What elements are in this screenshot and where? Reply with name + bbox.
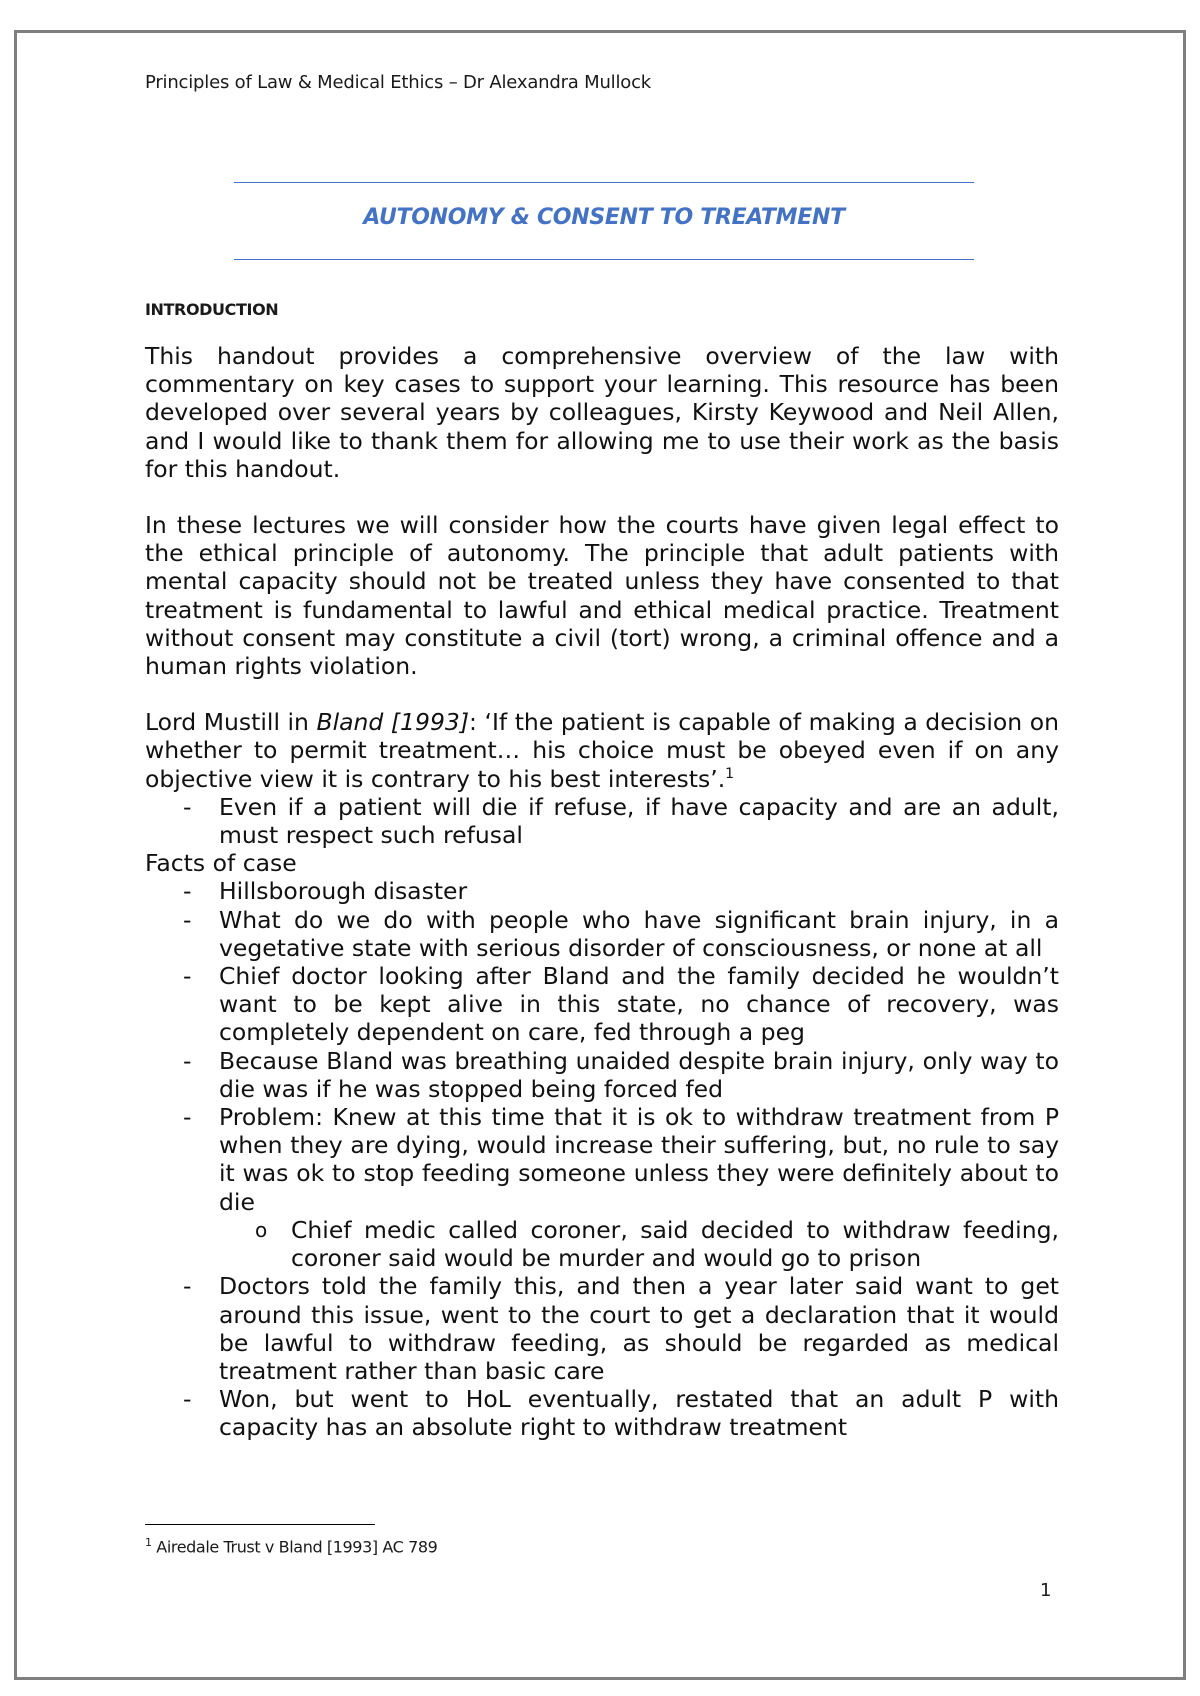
paragraph-bland-quote [145, 708, 1059, 793]
dash-bullet-icon: - [183, 877, 192, 906]
footnote-text: Airedale Trust v Bland [1993] AC 789 [151, 1537, 438, 1557]
footnote-reference: 1 [725, 765, 735, 782]
list-item: - Hillsborough disaster [183, 877, 468, 906]
list-item: - Even if a patient will die if refuse, if have capacity and are an adult, must respect such refusal [183, 792, 1059, 850]
dash-bullet-icon: - [183, 905, 192, 934]
dash-bullet-icon: - [183, 1046, 192, 1075]
list-item: - Doctors told the family this, and then a year later said want to get around this issue, went to the court to get a declaration that it would be lawful to withdraw feeding, as should be regarded as medical treatment rather than basic care [183, 1272, 1059, 1385]
title-rule-bottom [234, 259, 974, 260]
footnote-number: 1 [145, 1536, 152, 1549]
facts-label: Facts of case [145, 849, 297, 878]
footnote-separator [145, 1524, 375, 1525]
list-item: - Problem: Knew at this time that it is ok to withdraw treatment from P when they are dying, would increase their suffering, but, no rule to say it was ok to stop feeding someone unless they were definitely about to die [183, 1103, 1059, 1216]
dash-bullet-icon: - [183, 792, 192, 821]
footnote [145, 1536, 437, 1556]
quote-bullet-list [145, 793, 1059, 849]
document-title: AUTONOMY & CONSENT TO TREATMENT [363, 205, 845, 230]
list-item: - Because Bland was breathing unaided despite brain injury, only way to die was if he was stopped being forced fed [183, 1046, 1059, 1103]
facts-bullet-list [145, 877, 1059, 1441]
document-body [145, 342, 1059, 1442]
paragraph-intro: This handout provides a comprehensive overview of the law with commentary on key cases to support your learning. This resource has been developed over several years by colleagues, Kirsty Keywood and Neil Allen, and I would like to thank them for allowing me to use their work as the basis for this handout. [145, 342, 1059, 483]
running-header: Principles of Law & Medical Ethics – Dr Alexandra Mullock [145, 72, 652, 93]
list-item: - Won, but went to HoL eventually, restated that an adult P with capacity has an absolute right to withdraw treatment [183, 1385, 1059, 1442]
title-rule-top [234, 182, 974, 183]
paragraph-autonomy: In these lectures we will consider how the courts have given legal effect to the ethical principle of autonomy. The principle that adult patients with mental capacity should not be treated unless they have consented to that treatment is fundamental to lawful and ethical medical practice. Treatment without consent may constitute a civil (tort) wrong, a criminal offence and a human rights violation. [145, 511, 1059, 681]
case-citation: Bland [1993] [316, 708, 470, 737]
dash-bullet-icon: - [183, 1272, 192, 1301]
list-item: - Chief doctor looking after Bland and the family decided he wouldn’t want to be kept alive in this state, no chance of recovery, was completely dependent on care, fed through a peg [183, 962, 1059, 1047]
dash-bullet-icon: - [183, 1103, 192, 1132]
dash-bullet-icon: - [183, 962, 192, 991]
page-number: 1 [1040, 1580, 1052, 1601]
circle-bullet-icon: o [255, 1217, 268, 1242]
section-heading: INTRODUCTION [145, 300, 279, 319]
sub-list-item: o Chief medic called coroner, said decided to withdraw feeding, coroner said would be murder and would go to prison [255, 1215, 1059, 1273]
dash-bullet-icon: - [183, 1385, 192, 1414]
quote-lead: Lord Mustill in [145, 708, 317, 737]
quote-text: : ‘If the patient is capable of making a decision on whether to permit treatment… his choice must be obeyed even if on any objective view it is contrary to his best interests’. [145, 708, 1059, 793]
list-item: - What do we do with people who have significant brain injury, in a vegetative state with serious disorder of consciousness, or none at all [183, 905, 1059, 962]
